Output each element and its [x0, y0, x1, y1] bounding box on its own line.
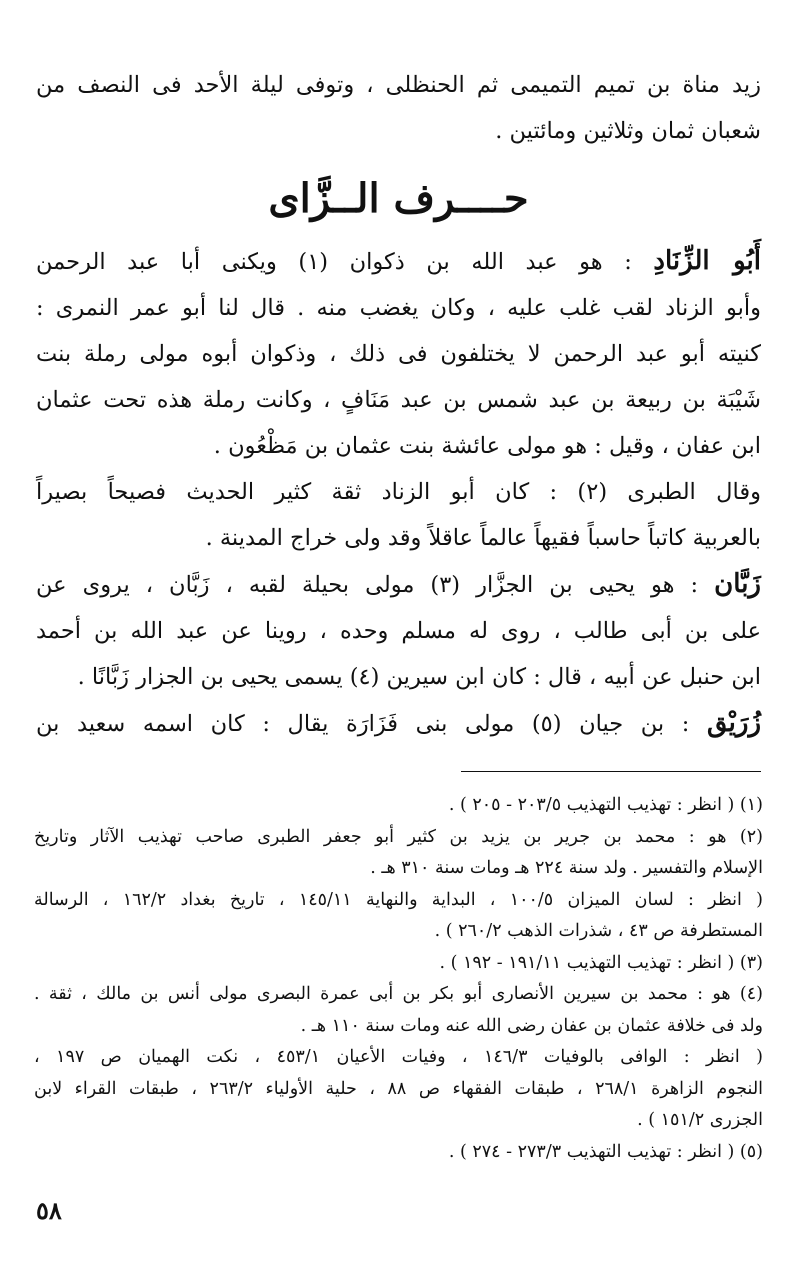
text-line: : هو عبد الله بن ذكوان (١) ويكنى أبا عبد الرحمن	[36, 249, 654, 275]
text-line: كنيته أبو عبد الرحمن لا يختلفون فى ذلك ، وذكوان أبوه مولى رملة بنت	[36, 341, 761, 367]
footnote-divider	[461, 771, 761, 772]
text-line: ابن عفان ، وقيل : هو مولى عائشة بنت عثمان بن مَظْعُون .	[213, 433, 761, 459]
footnote-line: (١) ( انظر : تهذيب التهذيب ٢٠٣/٥ - ٢٠٥ ) .	[448, 795, 763, 815]
text-line: شَيْبَة بن ربيعة بن عبد شمس بن عبد مَنَافٍ ، وكانت رملة هذه تحت عثمان	[36, 387, 761, 413]
entry-zurayq	[36, 700, 761, 747]
entry-abu-alzinad	[36, 238, 761, 469]
footnotes	[34, 790, 763, 1168]
footnote-line: ( انظر : الوافى بالوفيات ١٤٦/٣ ، وفيات الأعيان ٤٥٣/١ ، نكت الهميان ص ١٩٧ ،	[34, 1047, 763, 1067]
footnote-line: (٤) هو : محمد بن سيرين الأنصارى أبو بكر بن أبى عمرة البصرى مولى أنس بن مالك ، ثقة .	[34, 984, 763, 1004]
section-title: حــــرف الــزَّاى	[268, 175, 529, 222]
footnote-line: ولد فى خلافة عثمان بن عفان رضى الله عنه ومات سنة ١١٠ هـ .	[300, 1015, 763, 1036]
footnote-line: المستطرفة ص ٤٣ ، شذرات الذهب ٢٦٠/٢ ) .	[434, 921, 763, 941]
entry-heading: زُرَيْق	[706, 708, 761, 738]
entry-heading: زَبَّان	[714, 569, 761, 599]
entry-zabban	[36, 561, 761, 700]
main-text	[36, 62, 761, 747]
footnote-line: (٥) ( انظر : تهذيب التهذيب ٢٧٣/٣ - ٢٧٤ ) .	[448, 1141, 763, 1162]
footnote-line: (٣) ( انظر : تهذيب التهذيب ١٩١/١١ - ١٩٢ ) .	[439, 952, 763, 973]
footnote-line: (٢) هو : محمد بن جرير بن يزيد بن كثير أبو جعفر الطبرى صاحب تهذيب الآثار وتاريخ	[34, 826, 763, 847]
footnote-line: الإسلام والتفسير . ولد سنة ٢٢٤ هـ ومات سنة ٣١٠ هـ .	[370, 858, 763, 878]
footnote-line: النجوم الزاهرة ٢٦٨/١ ، طبقات الفقهاء ص ٨٨ ، حلية الأولياء ٢٦٣/٢ ، طبقات القراء لابن	[34, 1078, 764, 1099]
text-line: شعبان ثمان وثلاثين ومائتين .	[495, 118, 761, 144]
text-line: : بن جيان (٥) مولى بنى فَزَارَة يقال : كان اسمه سعيد بن	[36, 711, 707, 737]
footnote-line: ( انظر : لسان الميزان ١٠٠/٥ ، البداية والنهاية ١٤٥/١١ ، تاريخ بغداد ١٦٢/٢ ، الرسالة	[34, 889, 763, 910]
entry-heading: أَبُو الزِّنَادِ	[653, 246, 762, 276]
text-line: بالعربية كاتباً حاسباً فقيهاً عالماً عاقلاً وقد ولى خراج المدينة .	[205, 525, 761, 551]
footnote-line: الجزرى ١٥١/٢ ) .	[637, 1110, 763, 1130]
text-line: : هو يحيى بن الجزَّار (٣) مولى بحيلة لقبه ، زَبَّان ، يروى عن	[36, 572, 715, 598]
page-number: ٥٨	[36, 1196, 62, 1225]
text-line: وقال الطبرى (٢) : كان أبو الزناد ثقة كثير الحديث فصيحاً بصيراً	[36, 479, 761, 505]
text-line: ابن حنبل عن أبيه ، قال : كان ابن سيرين (٤) يسمى يحيى بن الجزار زَبَّانًا .	[77, 664, 761, 690]
text-line: وأبو الزناد لقب غلب عليه ، وكان يغضب منه . قال لنا أبو عمر النمرى :	[36, 295, 761, 321]
text-line: على بن أبى طالب ، روى له مسلم وحده ، روينا عن عبد الله بن أحمد	[36, 618, 761, 644]
text-line: زيد مناة بن تميم التميمى ثم الحنظلى ، وتوفى ليلة الأحد فى النصف من	[36, 72, 761, 98]
intro-paragraph	[36, 62, 761, 154]
entry-tabari-quote	[36, 469, 761, 561]
